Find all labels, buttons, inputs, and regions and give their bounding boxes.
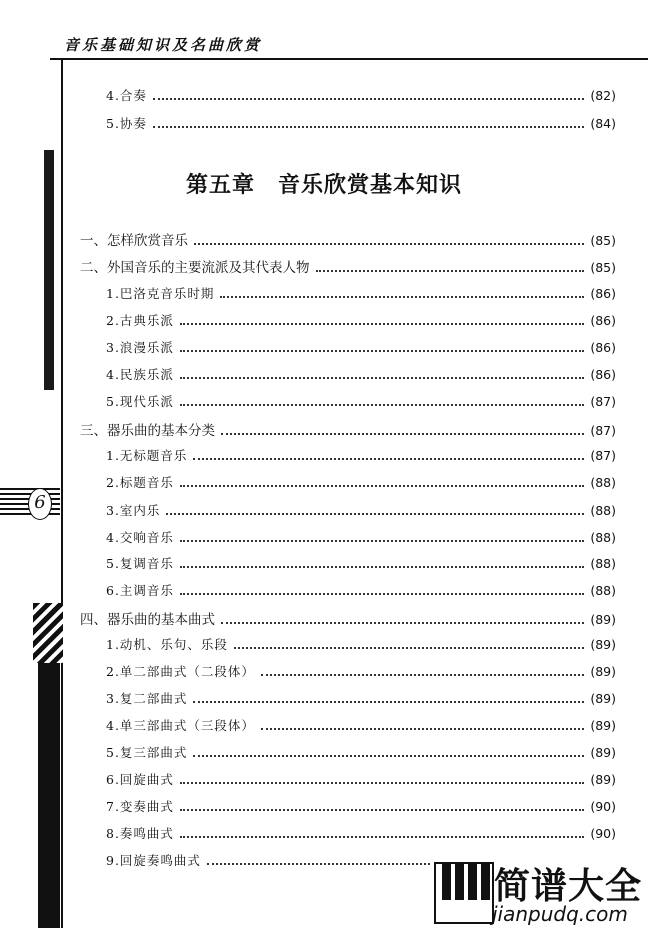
toc-entry-label: 4.民族乐派 bbox=[106, 367, 174, 382]
toc-entry-page: (87) bbox=[590, 394, 616, 409]
toc-entry-page: (86) bbox=[590, 313, 616, 328]
dot-leader bbox=[180, 404, 584, 406]
toc-entry-page: (88) bbox=[590, 503, 616, 518]
toc-entry bbox=[106, 501, 616, 519]
toc-entry-page: (86) bbox=[590, 286, 616, 301]
watermark-url: jianpudq.com bbox=[492, 902, 628, 926]
toc-entry bbox=[106, 392, 616, 410]
toc-section-page: (85) bbox=[590, 233, 616, 248]
toc-section bbox=[80, 229, 616, 247]
toc-entry-label: 4.单三部曲式（三段体） bbox=[106, 718, 255, 733]
toc-entry bbox=[106, 689, 616, 707]
dot-leader bbox=[180, 809, 584, 811]
toc-section-label: 一、怎样欣赏音乐 bbox=[80, 233, 188, 249]
site-watermark bbox=[430, 858, 648, 928]
dot-leader bbox=[180, 485, 584, 487]
toc-entry-label: 5.协奏 bbox=[106, 116, 147, 131]
toc-entry bbox=[106, 824, 616, 842]
toc-section bbox=[80, 419, 616, 437]
dot-leader bbox=[180, 836, 584, 838]
header-rule bbox=[50, 58, 648, 60]
toc-entry-label: 8.奏鸣曲式 bbox=[106, 826, 174, 841]
dot-leader bbox=[220, 296, 584, 298]
toc-entry bbox=[106, 743, 616, 761]
toc-entry-page: (89) bbox=[590, 745, 616, 760]
dot-leader bbox=[180, 566, 584, 568]
toc-entry-label: 7.变奏曲式 bbox=[106, 799, 174, 814]
toc-entry-page: (89) bbox=[590, 718, 616, 733]
dot-leader bbox=[261, 674, 584, 676]
toc-entry bbox=[106, 662, 616, 680]
toc-entry-page: (88) bbox=[590, 475, 616, 490]
toc-entry-label: 5.现代乐派 bbox=[106, 394, 174, 409]
toc-entry-page: (86) bbox=[590, 340, 616, 355]
dot-leader bbox=[180, 782, 584, 784]
toc-entry-page: (86) bbox=[590, 367, 616, 382]
toc-entry-label: 1.无标题音乐 bbox=[106, 448, 188, 463]
spine-stripes bbox=[33, 603, 63, 663]
toc-entry bbox=[106, 365, 616, 383]
toc-entry-label: 3.复二部曲式 bbox=[106, 691, 188, 706]
dot-leader bbox=[180, 350, 584, 352]
toc-entry-page: (90) bbox=[590, 799, 616, 814]
toc-entry-page: (89) bbox=[590, 664, 616, 679]
dot-leader bbox=[193, 701, 584, 703]
toc-entry-label: 2.古典乐派 bbox=[106, 313, 174, 328]
toc-entry-label: 5.复调音乐 bbox=[106, 556, 174, 571]
toc-entry-label: 3.浪漫乐派 bbox=[106, 340, 174, 355]
toc-entry-label: 4.交响音乐 bbox=[106, 530, 174, 545]
toc-entry bbox=[106, 635, 616, 653]
dot-leader bbox=[234, 647, 584, 649]
dot-leader bbox=[193, 458, 584, 460]
toc-entry-page: (82) bbox=[590, 88, 616, 103]
toc-entry-page: (88) bbox=[590, 583, 616, 598]
toc-entry-label: 1.动机、乐句、乐段 bbox=[106, 637, 228, 652]
toc-entry bbox=[106, 114, 616, 132]
toc-entry bbox=[106, 86, 616, 104]
toc-entry bbox=[106, 770, 616, 788]
dot-leader bbox=[194, 243, 584, 245]
dot-leader bbox=[153, 98, 584, 100]
dot-leader bbox=[153, 126, 584, 128]
toc-entry-label: 6.主调音乐 bbox=[106, 583, 174, 598]
toc-entry bbox=[106, 311, 616, 329]
toc-entry bbox=[106, 338, 616, 356]
dot-leader bbox=[221, 622, 584, 624]
toc-entry-label: 2.单二部曲式（二段体） bbox=[106, 664, 255, 679]
toc-entry-page: (88) bbox=[590, 556, 616, 571]
toc-entry bbox=[106, 581, 616, 599]
toc-entry-page: (89) bbox=[590, 772, 616, 787]
toc-entry bbox=[106, 554, 616, 572]
toc-entry bbox=[106, 797, 616, 815]
toc-entry bbox=[106, 284, 616, 302]
spine-bar-bottom bbox=[38, 620, 60, 928]
toc-section-page: (85) bbox=[590, 260, 616, 275]
chapter-title: 第五章 音乐欣赏基本知识 bbox=[185, 173, 462, 198]
toc-entry-page: (89) bbox=[590, 637, 616, 652]
toc-entry bbox=[106, 716, 616, 734]
toc-entry-label: 9.回旋奏鸣曲式 bbox=[106, 853, 201, 868]
toc-entry-label: 3.室内乐 bbox=[106, 503, 161, 518]
toc-section-label: 四、器乐曲的基本曲式 bbox=[80, 612, 215, 628]
toc-section-label: 二、外国音乐的主要流派及其代表人物 bbox=[80, 260, 310, 276]
toc-entry-page: (88) bbox=[590, 530, 616, 545]
toc-entry bbox=[106, 446, 616, 464]
toc-section-page: (87) bbox=[590, 423, 616, 438]
toc-entry-label: 1.巴洛克音乐时期 bbox=[106, 286, 215, 301]
toc-entry bbox=[106, 528, 616, 546]
watermark-title: 简谱大全 bbox=[494, 866, 643, 907]
toc-entry-page: (87) bbox=[590, 448, 616, 463]
dot-leader bbox=[193, 755, 584, 757]
toc-entry-label: 5.复三部曲式 bbox=[106, 745, 188, 760]
dot-leader bbox=[180, 540, 584, 542]
dot-leader bbox=[221, 433, 584, 435]
toc-entry-page: (89) bbox=[590, 691, 616, 706]
running-head: 音乐基础知识及名曲欣赏 bbox=[64, 36, 263, 54]
toc-section-label: 三、器乐曲的基本分类 bbox=[80, 423, 215, 439]
toc-section bbox=[80, 256, 616, 274]
dot-leader bbox=[166, 513, 584, 515]
toc-entry bbox=[106, 473, 616, 491]
dot-leader bbox=[180, 377, 584, 379]
toc-entry-label: 4.合奏 bbox=[106, 88, 147, 103]
toc-entry-label: 2.标题音乐 bbox=[106, 475, 174, 490]
dot-leader bbox=[316, 270, 585, 272]
dot-leader bbox=[261, 728, 584, 730]
piano-keys-icon bbox=[434, 862, 494, 924]
page-number: 6 bbox=[28, 488, 52, 520]
dot-leader bbox=[180, 323, 584, 325]
toc-entry-page: (84) bbox=[590, 116, 616, 131]
toc-entry-label: 6.回旋曲式 bbox=[106, 772, 174, 787]
toc-section-page: (89) bbox=[590, 612, 616, 627]
toc-section bbox=[80, 608, 616, 626]
dot-leader bbox=[180, 593, 584, 595]
toc-entry-page: (90) bbox=[590, 826, 616, 841]
